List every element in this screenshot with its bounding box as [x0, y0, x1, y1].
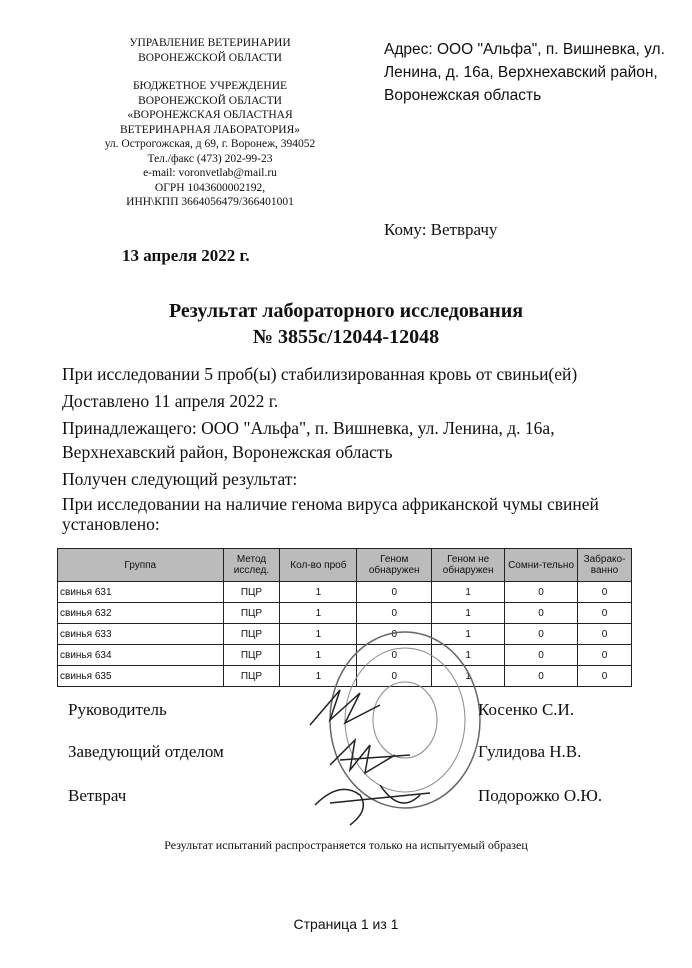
letterhead-line: ВОРОНЕЖСКОЙ ОБЛАСТИ [138, 51, 282, 64]
letterhead [70, 36, 350, 210]
page-number: Страница 1 из 1 [293, 916, 399, 932]
table-cell: 1 [432, 666, 505, 687]
letterhead-line: e-mail: voronvetlab@mail.ru [143, 167, 277, 179]
table-cell: 1 [280, 582, 357, 603]
table-cell: 0 [357, 582, 432, 603]
table-cell: 1 [280, 624, 357, 645]
paragraph: Принадлежащего: ООО "Альфа", п. Вишневка, ул. Ленина, д. 16а, Верхнехавский район, Воронежская область [62, 418, 555, 462]
letterhead-line: ул. Острогожская, д 69, г. Воронеж, 394052 [104, 138, 316, 150]
table-cell: свинья 633 [58, 624, 224, 645]
letterhead-line: ИНН\КПП 3664056479/366401001 [126, 196, 294, 208]
column-header: Группа [58, 549, 224, 582]
table-cell: 1 [432, 624, 505, 645]
table-cell: 0 [577, 603, 631, 624]
recipient: Кому: Ветврачу [384, 220, 498, 239]
table-cell: 1 [432, 603, 505, 624]
letterhead-line: УПРАВЛЕНИЕ ВЕТЕРИНАРИИ [129, 37, 291, 49]
letterhead-line: ВЕТЕРИНАРНАЯ ЛАБОРАТОРИЯ» [119, 123, 301, 136]
table-cell: ПЦР [223, 666, 280, 687]
letterhead-line [70, 65, 350, 79]
column-header: Геном обнаружен [357, 549, 432, 582]
table-cell: свинья 635 [58, 666, 224, 687]
column-header: Сомни-тельно [505, 549, 578, 582]
table-cell: ПЦР [223, 603, 280, 624]
paragraph: Получен следующий результат: [62, 469, 298, 489]
footer-note: Результат испытаний распространяется только на испытуемый образец [164, 838, 528, 852]
signature-role: Ветврач [68, 786, 127, 805]
column-header: Кол-во проб [280, 549, 357, 582]
recipient-address: Адрес: ООО "Альфа", п. Вишневка, ул. Ленина, д. 16а, Верхнехавский район, Воронежская область [384, 41, 665, 104]
paragraph: При исследовании на наличие генома вируса африканской чумы свиней установлено: [62, 494, 599, 534]
table-cell: 0 [357, 624, 432, 645]
table-row [58, 582, 632, 603]
table-cell: 0 [577, 624, 631, 645]
table-cell: ПЦР [223, 624, 280, 645]
table-cell: 0 [505, 666, 578, 687]
table-cell: 1 [432, 645, 505, 666]
title-line: Результат лабораторного исследования [168, 300, 524, 322]
letterhead-line: БЮДЖЕТНОЕ УЧРЕЖДЕНИЕ [132, 80, 288, 92]
document-title [0, 298, 692, 350]
table-cell: свинья 631 [58, 582, 224, 603]
handwritten-signatures-icon [300, 685, 480, 835]
column-header: Геном не обнаружен [432, 549, 505, 582]
letterhead-line: ВОРОНЕЖСКОЙ ОБЛАСТИ [138, 94, 282, 107]
table-cell: свинья 634 [58, 645, 224, 666]
table-cell: 0 [357, 666, 432, 687]
table-cell: 1 [280, 645, 357, 666]
signature-role: Руководитель [68, 700, 167, 719]
signature-name: Подорожко О.Ю. [478, 786, 603, 805]
letterhead-line: ОГРН 1043600002192, [154, 181, 266, 194]
signature-role: Заведующий отделом [68, 742, 224, 761]
table-cell: ПЦР [223, 645, 280, 666]
table-cell: 0 [505, 582, 578, 603]
table-cell: 0 [577, 582, 631, 603]
table-cell: ПЦР [223, 582, 280, 603]
table-cell: 1 [280, 666, 357, 687]
table-cell: 0 [505, 603, 578, 624]
table-cell: 0 [505, 645, 578, 666]
letterhead-line: Тел./факс (473) 202-99-23 [147, 152, 273, 165]
document-date: 13 апреля 2022 г. [122, 246, 250, 265]
column-header: Метод исслед. [223, 549, 280, 582]
body-text [62, 362, 662, 537]
table-cell: 0 [577, 645, 631, 666]
table-cell: 0 [357, 603, 432, 624]
signature-name: Косенко С.И. [478, 700, 575, 719]
table-cell: 1 [280, 603, 357, 624]
signature-name: Гулидова Н.В. [478, 742, 582, 761]
letterhead-line: «ВОРОНЕЖСКАЯ ОБЛАСТНАЯ [127, 109, 293, 121]
paragraph: Доставлено 11 апреля 2022 г. [62, 391, 279, 411]
table-cell: 0 [505, 624, 578, 645]
table-cell: 1 [432, 582, 505, 603]
column-header: Забрако-ванно [577, 549, 631, 582]
table-cell: 0 [577, 666, 631, 687]
table-cell: 0 [357, 645, 432, 666]
paragraph: При исследовании 5 проб(ы) стабилизированная кровь от свиньи(ей) [62, 364, 578, 384]
document-number: № 3855с/12044-12048 [252, 326, 440, 348]
table-cell: свинья 632 [58, 603, 224, 624]
